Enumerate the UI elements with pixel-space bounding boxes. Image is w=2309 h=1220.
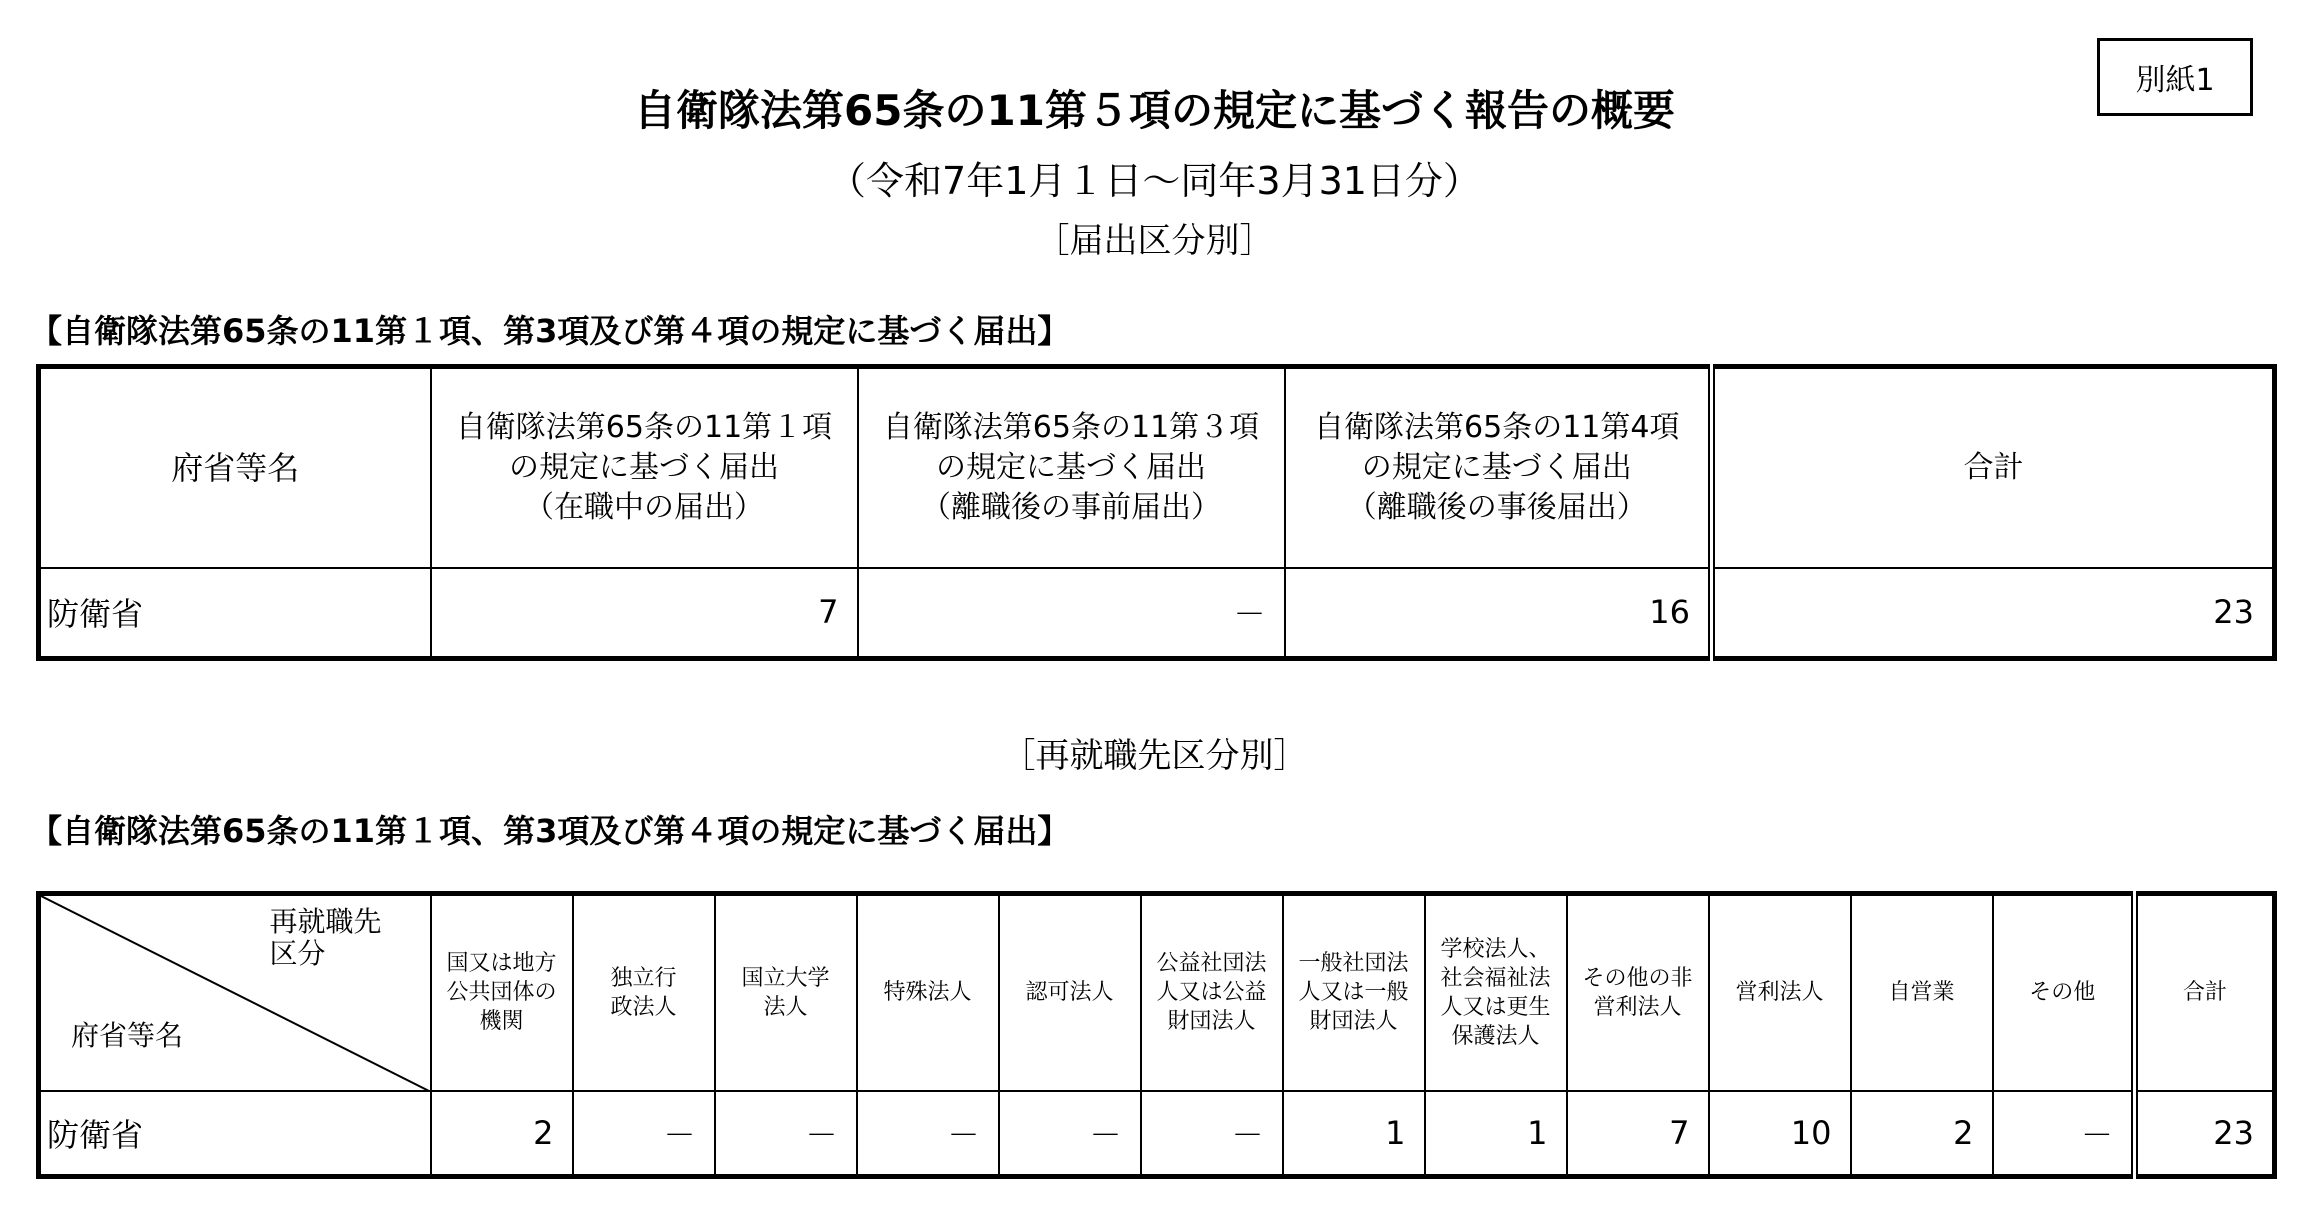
header-self-employed: 自営業 bbox=[1851, 894, 1993, 1091]
count-government: 2 bbox=[431, 1091, 573, 1177]
section2-label: ［再就職先区分別］ bbox=[1001, 736, 1308, 776]
header-government: 国又は地方 公共団体の 機関 bbox=[431, 894, 573, 1091]
header-total: 合計 bbox=[2135, 894, 2275, 1091]
corner-employer-label: 再就職先 区分 bbox=[269, 905, 382, 970]
section1-label: ［届出区分別］ bbox=[1035, 221, 1274, 261]
employer-type-table bbox=[36, 891, 2277, 1179]
count-notification-1: 7 bbox=[431, 568, 858, 659]
table-header-row bbox=[39, 894, 2275, 1091]
count-special-corporation: － bbox=[857, 1091, 999, 1177]
header-other: その他 bbox=[1993, 894, 2135, 1091]
header-ministry: 府省等名 bbox=[39, 367, 431, 568]
header-general-corporation: 一般社団法 人又は一般 財団法人 bbox=[1283, 894, 1425, 1091]
corner-ministry-label: 府省等名 bbox=[71, 1018, 184, 1052]
table-header-row bbox=[39, 367, 2275, 568]
notification-type-table bbox=[36, 364, 2277, 661]
header-corner bbox=[39, 894, 431, 1091]
header-notification-3: 自衛隊法第65条の11第３項 の規定に基づく届出 （離職後の事前届出） bbox=[858, 367, 1285, 568]
count-other-nonprofit: 7 bbox=[1567, 1091, 1709, 1177]
section1-heading: 【自衛隊法第65条の11第１項、第3項及び第４項の規定に基づく届出】 bbox=[30, 312, 1070, 350]
count-notification-3: － bbox=[858, 568, 1285, 659]
header-notification-4: 自衛隊法第65条の11第4項 の規定に基づく届出 （離職後の事後届出） bbox=[1285, 367, 1712, 568]
count-public-interest-corporation: － bbox=[1141, 1091, 1283, 1177]
header-authorized-corporation: 認可法人 bbox=[999, 894, 1141, 1091]
count-for-profit: 10 bbox=[1709, 1091, 1851, 1177]
report-period: （令和7年1月１日～同年3月31日分） bbox=[828, 159, 1481, 203]
page-title: 自衛隊法第65条の11第５項の規定に基づく報告の概要 bbox=[634, 86, 1675, 135]
table-row bbox=[39, 1091, 2275, 1177]
attachment-badge: 別紙1 bbox=[2097, 38, 2253, 116]
count-total: 23 bbox=[1712, 568, 2275, 659]
section2-heading: 【自衛隊法第65条の11第１項、第3項及び第４項の規定に基づく届出】 bbox=[30, 812, 1070, 850]
header-notification-1: 自衛隊法第65条の11第１項 の規定に基づく届出 （在職中の届出） bbox=[431, 367, 858, 568]
count-authorized-corporation: － bbox=[999, 1091, 1141, 1177]
count-independent-agency: － bbox=[573, 1091, 715, 1177]
header-school-welfare-corporation: 学校法人、 社会福祉法 人又は更生 保護法人 bbox=[1425, 894, 1567, 1091]
count-self-employed: 2 bbox=[1851, 1091, 1993, 1177]
header-public-interest-corporation: 公益社団法 人又は公益 財団法人 bbox=[1141, 894, 1283, 1091]
header-special-corporation: 特殊法人 bbox=[857, 894, 999, 1091]
count-national-university: － bbox=[715, 1091, 857, 1177]
ministry-name: 防衛省 bbox=[39, 568, 431, 659]
header-other-nonprofit: その他の非 営利法人 bbox=[1567, 894, 1709, 1091]
header-independent-agency: 独立行 政法人 bbox=[573, 894, 715, 1091]
ministry-name: 防衛省 bbox=[39, 1091, 431, 1177]
table-row bbox=[39, 568, 2275, 659]
header-total: 合計 bbox=[1712, 367, 2275, 568]
header-for-profit: 営利法人 bbox=[1709, 894, 1851, 1091]
count-school-welfare-corporation: 1 bbox=[1425, 1091, 1567, 1177]
count-general-corporation: 1 bbox=[1283, 1091, 1425, 1177]
count-total: 23 bbox=[2135, 1091, 2275, 1177]
header-national-university: 国立大学 法人 bbox=[715, 894, 857, 1091]
count-other: － bbox=[1993, 1091, 2135, 1177]
count-notification-4: 16 bbox=[1285, 568, 1712, 659]
